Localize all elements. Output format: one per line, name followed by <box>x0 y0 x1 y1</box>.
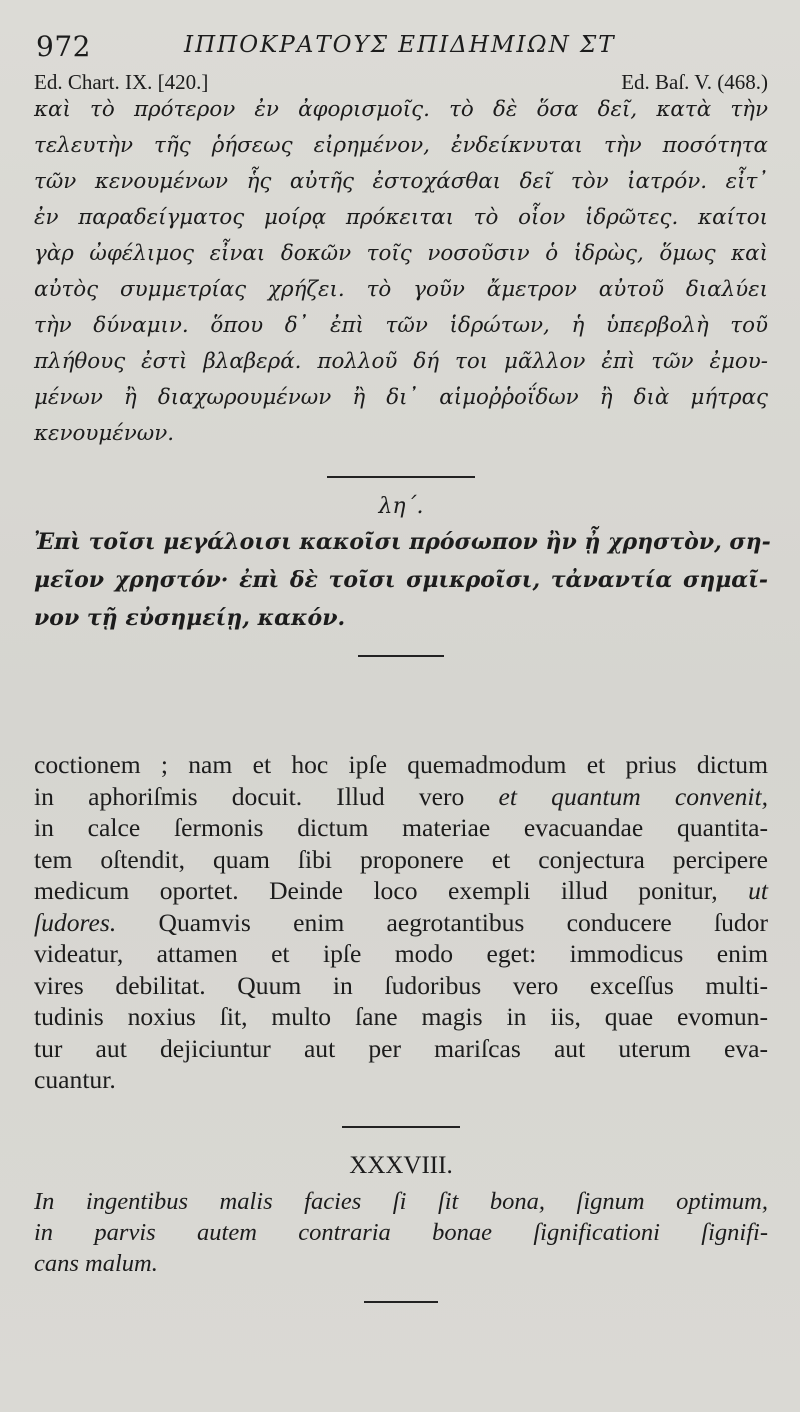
latin-aphorism-line: cans malum. <box>34 1249 158 1277</box>
section-divider <box>364 1301 438 1303</box>
latin-line: tudinis noxius ſit, multo ſane magis in iis, quae evomun- <box>34 1002 768 1031</box>
running-title: ΙΠΠΟΚΡΑΤΟΥΣ ΕΠΙΔΗΜΙΩΝ ΣΤ <box>184 32 616 58</box>
section-divider <box>342 1126 460 1128</box>
latin-line: cuantur. <box>34 1065 116 1094</box>
page-number: 972 <box>36 30 91 63</box>
greek-aphorism-line: Ἐπὶ τοῖσι μεγάλοισι κακοῖσι πρόσωπον ἢν ᾖ χρηστὸν, ση- <box>34 529 771 555</box>
latin-line: vires debilitat. Quum in ſudoribus vero exceſſus multi- <box>34 970 768 1000</box>
greek-aphorism-line: μεῖον χρηστόν· ἐπὶ δὲ τοῖσι σμικροῖσι, τἀναντία σημαῖ- <box>34 567 768 593</box>
greek-line: γὰρ ὠφέλιμος εἶναι δοκῶν τοῖς νοσοῦσιν ὁ ἱδρὼς, ὅμως καὶ <box>34 241 768 266</box>
greek-line: ἐν παραδείγματος μοίρᾳ πρόκειται τὸ οἷον ἱδρῶτες. καίτοι <box>34 205 768 230</box>
latin-line: coctionem ; nam et hoc ipſe quemadmodum et prius dictum <box>34 750 768 779</box>
latin-aphorism-line: In ingentibus malis facies ſi ſit bona, ſignum optimum, <box>34 1187 768 1215</box>
greek-line: πλήθους ἐστὶ βλαβερά. πολλοῦ δή τοι μᾶλλον ἐπὶ τῶν ἐμου- <box>34 349 768 374</box>
greek-line: κενουμένων. <box>34 421 175 446</box>
latin-italic-phrase: ut <box>748 876 768 905</box>
greek-aphorism <box>34 523 771 637</box>
greek-line: μένων ἢ διαχωρουμένων ἢ δι᾽ αἱμοῤῥοΐδων ἢ διὰ μήτρας <box>34 385 768 410</box>
latin-line: videatur, attamen et ipſe modo eget: immodicus enim <box>34 939 768 968</box>
edition-references <box>34 66 768 96</box>
greek-section-number: λη΄. <box>378 494 424 519</box>
latin-text: medicum oportet. Deinde loco exempli illud ponitur, <box>34 876 749 905</box>
latin-aphorism-line: in parvis autem contraria bonae ſignificationi ſignifi- <box>34 1218 768 1246</box>
section-divider <box>327 476 475 478</box>
latin-text: in aphoriſmis docuit. Illud vero <box>34 781 499 811</box>
greek-line: καὶ τὸ πρότερον ἐν ἀφορισμοῖς. τὸ δὲ ὅσα δεῖ, κατὰ τὴν <box>34 97 768 122</box>
latin-italic-phrase: ſudores. <box>34 907 117 937</box>
latin-text: Quamvis enim aegrotantibus conducere ſudor <box>116 907 768 937</box>
greek-line: τὴν δύναμιν. ὅπου δ᾽ ἐπὶ τῶν ἱδρώτων, ἡ ὑπερβολὴ τοῦ <box>34 313 768 338</box>
latin-line <box>34 907 768 939</box>
latin-commentary-paragraph <box>34 749 768 1096</box>
page-header <box>34 22 768 66</box>
latin-italic-phrase: et quantum convenit, <box>498 781 769 811</box>
latin-aphorism <box>34 1186 768 1279</box>
greek-line: τελευτὴν τῆς ῥήσεως εἰρημένον, ἐνδείκνυται τὴν ποσότητα <box>34 133 768 158</box>
latin-line: tem oſtendit, quam ſibi proponere et conjectura percipere <box>34 844 768 874</box>
latin-line <box>34 781 768 813</box>
greek-line: τῶν κενουμένων ἧς αὐτῆς ἐστοχάσθαι δεῖ τὸν ἰατρόν. εἶτ᾽ <box>34 169 768 194</box>
section-divider <box>358 655 444 657</box>
latin-line: tur aut dejiciuntur aut per mariſcas aut uterum eva- <box>34 1033 768 1063</box>
greek-line: αὐτὸς συμμετρίας χρήζει. τὸ γοῦν ἄμετρον αὐτοῦ διαλύει <box>34 277 768 302</box>
latin-section-number: XXXVIII. <box>349 1151 453 1179</box>
latin-line: in calce ſermonis dictum materiae evacuandae quantita- <box>34 813 768 842</box>
greek-aphorism-line: νον τῇ εὐσημείῃ, κακόν. <box>34 605 346 631</box>
edition-chartier: Ed. Chart. IX. [420.] <box>34 70 209 94</box>
edition-basel: Ed. Baſ. V. (468.) <box>621 70 768 94</box>
greek-commentary-paragraph <box>34 92 768 452</box>
latin-line <box>34 875 768 907</box>
